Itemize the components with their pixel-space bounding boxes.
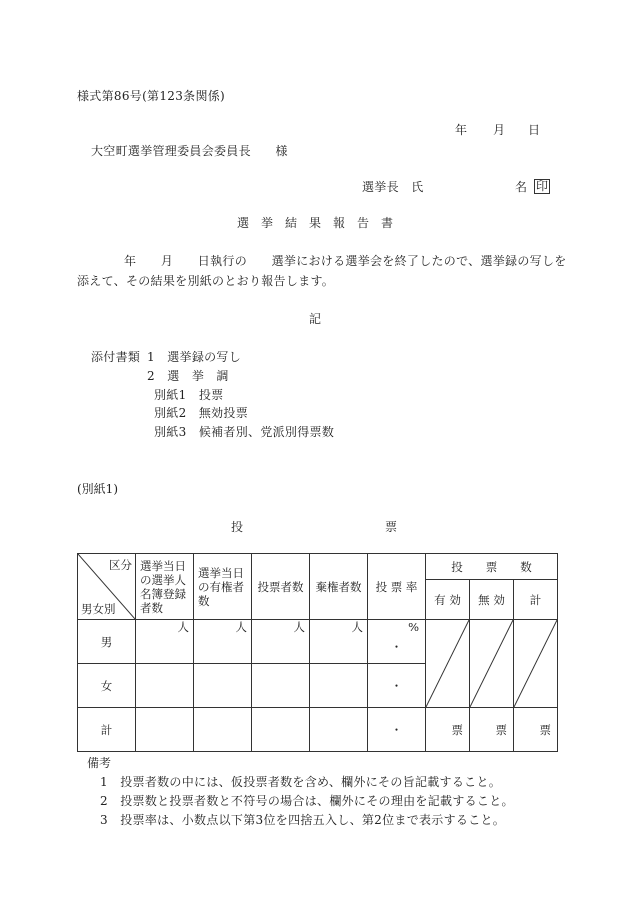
document-title: 選 挙 結 果 報 告 書 xyxy=(237,216,394,230)
corner-bottom-label: 男女別 xyxy=(81,602,116,616)
header-valid: 有 効 xyxy=(426,580,470,620)
attachments-label: 添付書類 xyxy=(91,350,141,364)
table-title-left: 投 xyxy=(231,520,244,534)
note-3: 3 投票率は、小数点以下第3位を四捨五入し、第2位まで表示すること。 xyxy=(100,813,506,827)
total-abstain-cell xyxy=(310,708,368,752)
unit-person: 人 xyxy=(351,620,363,634)
header-rate: 投 票 率 xyxy=(368,554,426,620)
decimal-dot: ・ xyxy=(390,722,403,737)
header-eligible: 選挙当日の有権者数 xyxy=(194,554,252,620)
valid-slash-cell xyxy=(426,620,470,708)
ki-heading: 記 xyxy=(309,312,322,326)
total-registered-cell xyxy=(136,708,194,752)
male-rate-cell xyxy=(368,620,426,664)
header-votes-group: 投 票 数 xyxy=(426,554,558,580)
header-invalid: 無 効 xyxy=(470,580,514,620)
body-line-1: 年 月 日執行の 選挙における選挙会を終了したので、選挙録の写しを xyxy=(124,254,567,268)
decimal-dot: ・ xyxy=(390,639,403,654)
header-total: 計 xyxy=(514,580,558,620)
unit-person: 人 xyxy=(235,620,247,634)
date-day-label: 日 xyxy=(528,123,541,137)
attachment-sub-1: 別紙1 投票 xyxy=(154,388,224,402)
unit-person: 人 xyxy=(177,620,189,634)
addressee: 大空町選挙管理委員会委員長 様 xyxy=(91,144,288,158)
form-number: 様式第86号(第123条関係) xyxy=(77,89,226,103)
body-line-2: 添えて、その結果を別紙のとおり報告します。 xyxy=(77,274,335,288)
total-eligible-cell xyxy=(194,708,252,752)
corner-top-label: 区分 xyxy=(109,558,132,572)
table-title-right: 票 xyxy=(385,520,398,534)
seal-mark xyxy=(534,179,550,194)
note-1: 1 投票者数の中には、仮投票者数を含め、欄外にその旨記載すること。 xyxy=(100,775,502,789)
total-slash-cell xyxy=(514,620,558,708)
invalid-slash-cell xyxy=(470,620,514,708)
attachment-sub-3: 別紙3 候補者別、党派別得票数 xyxy=(154,425,335,439)
total-valid-votes: 票 xyxy=(426,708,470,752)
header-registered: 選挙当日の選挙人名簿登録者数 xyxy=(136,554,194,620)
corner-cell xyxy=(78,554,136,620)
total-invalid-votes: 票 xyxy=(470,708,514,752)
total-all-votes: 票 xyxy=(514,708,558,752)
unit-percent: % xyxy=(408,620,419,634)
female-voters-cell xyxy=(252,664,310,708)
female-registered-cell xyxy=(136,664,194,708)
date-year-label: 年 xyxy=(455,123,468,137)
vote-table xyxy=(77,553,558,752)
unit-person: 人 xyxy=(293,620,305,634)
sender-name-label: 名 xyxy=(515,180,528,194)
row-female-label: 女 xyxy=(78,664,136,708)
header-abstain: 棄権者数 xyxy=(310,554,368,620)
attachment-sub-2: 別紙2 無効投票 xyxy=(154,406,249,420)
row-total-label: 計 xyxy=(78,708,136,752)
header-voters: 投票者数 xyxy=(252,554,310,620)
female-eligible-cell xyxy=(194,664,252,708)
female-rate-cell xyxy=(368,664,426,708)
notes-label: 備考 xyxy=(87,756,112,770)
decimal-dot: ・ xyxy=(390,678,403,693)
sender-title: 選挙長 氏 xyxy=(362,180,424,194)
total-voters-cell xyxy=(252,708,310,752)
male-voters-cell xyxy=(252,620,310,664)
male-eligible-cell xyxy=(194,620,252,664)
attachment-item-2: 2 選 挙 調 xyxy=(147,369,229,383)
attachment-item-1: 1 選挙録の写し xyxy=(147,350,242,364)
seal-text: 印 xyxy=(536,179,549,193)
male-abstain-cell xyxy=(310,620,368,664)
date-month-label: 月 xyxy=(493,123,506,137)
row-male-label: 男 xyxy=(78,620,136,664)
male-registered-cell xyxy=(136,620,194,664)
total-rate-cell xyxy=(368,708,426,752)
female-abstain-cell xyxy=(310,664,368,708)
note-2: 2 投票数と投票者数と不符号の場合は、欄外にその理由を記載すること。 xyxy=(100,794,514,808)
appendix-label: (別紙1) xyxy=(77,482,118,496)
